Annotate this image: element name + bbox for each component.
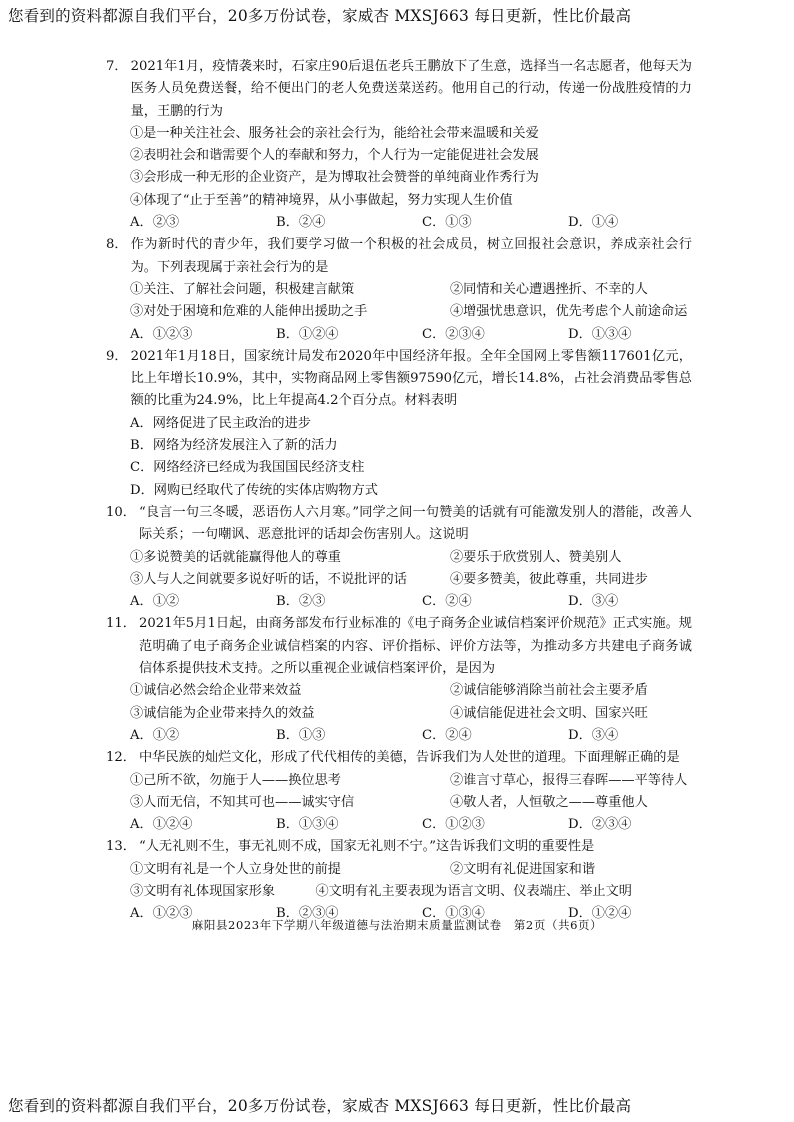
answer-choices: [106, 725, 692, 747]
statement: ③会形成一种无形的企业资产，是为博取社会赞誉的单纯商业作秀行为: [130, 170, 539, 186]
statement: ④文明有礼主要表现为语言文明、仪表端庄、举止文明: [315, 883, 632, 899]
statement-row: [106, 859, 692, 881]
choice-d: D．网购已经取代了传统的实体店购物方式: [130, 482, 378, 498]
choice-b: B．网络为经济发展注入了新的活力: [130, 438, 338, 454]
choice-c: C．①③④: [422, 906, 485, 922]
choice-d: D．①③④: [568, 326, 632, 342]
question-10: [106, 502, 692, 613]
question-8: [106, 234, 692, 345]
statement: ③文明有礼体现国家形象: [130, 883, 276, 899]
question-stem: 2021年1月，疫情袭来时，石家庄90后退伍老兵王鹏放下了生意，选择当一名志愿者，他每天为医务人员免费送餐，给不便出门的老人免费送菜送药。他用自己的行动，传递一份战胜疫情的力量，王鹏的行为: [130, 59, 692, 119]
choice-d: D．①②④: [568, 906, 632, 922]
statement: ②同情和关心遭遇挫折、不幸的人: [450, 281, 648, 297]
question-9: [106, 346, 692, 502]
question-stem: 2021年5月1日起，由商务部发布行业标准的《电子商务企业诚信档案评价规范》正式实施。规范明确了电子商务企业诚信档案的内容、评价指标、评价方法等，为推动多方共建电子商务诚信体系提供技术支持。之所以重视企业诚信档案评价，是因为: [138, 616, 692, 677]
choice-a: A．网络促进了民主政治的进步: [130, 415, 311, 431]
choice-c: C．②③④: [422, 326, 485, 342]
answer-choices: [106, 324, 692, 346]
choice-a: A．①②③: [130, 326, 193, 342]
statement: ②要乐于欣赏别人、赞美别人: [450, 549, 622, 565]
statement: ④敬人者，人恒敬之——尊重他人: [450, 794, 648, 810]
statement-row: [106, 279, 692, 301]
question-number: 11．: [106, 616, 136, 632]
statement: ④诚信能促进社会文明、国家兴旺: [450, 705, 648, 721]
question-13: [106, 836, 692, 925]
statement: ④体现了“止于至善”的精神境界，从小事做起，努力实现人生价值: [130, 192, 513, 208]
question-number: 8．: [106, 237, 128, 253]
choice-d: D．①④: [568, 215, 619, 231]
question-12: [106, 747, 692, 836]
question-number: 7．: [106, 59, 128, 74]
choice-d: D．③④: [568, 594, 619, 610]
statement: ②谁言寸草心，报得三春晖——平等待人: [450, 772, 688, 788]
choice-a: A．①②: [130, 727, 180, 743]
choice-a: A．①②④: [130, 817, 193, 833]
choice-b: B．①③④: [276, 817, 339, 833]
statement: ③人而无信，不知其可也——诚实守信: [130, 794, 355, 810]
choice-a: A．①②: [130, 594, 180, 610]
answer-choices: [106, 212, 692, 234]
question-stem: 2021年1月18日，国家统计局发布2020年中国经济年报。全年全国网上零售额117601亿元，比上年增长10.9%，其中，实物商品网上零售额97590亿元，增长14.8%，占社会消费品零售总额的比重为24.9%，比上年提高4.2个百分点。材料表明: [130, 348, 692, 409]
statement-row: [106, 770, 692, 792]
exam-content: [106, 56, 692, 926]
choice-b: B．①②④: [276, 326, 339, 342]
choice-c: C．②④: [422, 594, 472, 610]
question-number: 10．: [106, 504, 136, 520]
question-stem: “良言一句三冬暖，恶语伤人六月寒。”同学之间一句赞美的话就有可能激发别人的潜能，改善人际关系；一句嘲讽、恶意批评的话却会伤害别人。这说明: [138, 504, 692, 543]
choice-b: B．②③: [276, 594, 326, 610]
statement-row: [106, 881, 692, 903]
question-7: [106, 56, 692, 234]
statement-row: [106, 547, 692, 569]
statement: ①己所不欲，勿施于人——换位思考: [130, 772, 341, 788]
statement: ②诚信能够消除当前社会主要矛盾: [450, 683, 648, 699]
question-number: 9．: [106, 348, 128, 364]
top-banner: 您看到的资料都源自我们平台，20多万份试卷，家威杏 MXSJ663 每日更新，性比价最高: [8, 7, 632, 25]
question-stem: 中华民族的灿烂文化，形成了代代相传的美德，告诉我们为人处世的道理。下面理解正确的是: [138, 750, 680, 766]
statement: ②表明社会和谐需要个人的奉献和努力，个人行为一定能促进社会发展: [130, 148, 539, 164]
answer-choices: [106, 591, 692, 613]
question-number: 13．: [106, 839, 136, 855]
choice-a: A．②③: [130, 215, 180, 231]
choice-a: A．①②③: [130, 906, 193, 922]
choice-c: C．②④: [422, 727, 472, 743]
statement: ①关注、了解社会问题，积极建言献策: [130, 281, 355, 297]
statement: ③对处于困境和危难的人能伸出援助之手: [130, 304, 368, 320]
question-11: [106, 613, 692, 747]
statement: ④要多赞美，彼此尊重，共同进步: [450, 571, 648, 587]
choice-c: C．①②③: [422, 817, 485, 833]
choice-c: C．网络经济已经成为我国国民经济支柱: [130, 460, 365, 476]
statement: ①文明有礼是一个人立身处世的前提: [130, 861, 341, 877]
page-footer: 麻阳县2023年下学期八年级道德与法治期末质量监测试卷 第2页（共6页）: [191, 918, 603, 932]
statement: ④增强忧患意识，优先考虑个人前途命运: [450, 304, 688, 320]
statement-row: [106, 301, 692, 323]
statement-row: [106, 680, 692, 702]
choice-b: B．②④: [276, 215, 326, 231]
statement-row: [106, 703, 692, 725]
choice-d: D．②③④: [568, 817, 632, 833]
statement-row: [106, 792, 692, 814]
statement: ①多说赞美的话就能赢得他人的尊重: [130, 549, 341, 565]
choice-d: D．③④: [568, 727, 619, 743]
answer-choices: [106, 814, 692, 836]
choice-b: B．①③: [276, 727, 326, 743]
question-number: 12．: [106, 750, 136, 766]
statement: ①是一种关注社会、服务社会的亲社会行为，能给社会带来温暖和关爱: [130, 125, 539, 141]
question-stem: 作为新时代的青少年，我们要学习做一个积极的社会成员，树立回报社会意识，养成亲社会行为。下列表现属于亲社会行为的是: [130, 237, 692, 275]
statement-row: [106, 569, 692, 591]
statement: ③人与人之间就要多说好听的话，不说批评的话: [130, 571, 407, 587]
question-stem: “人无礼则不生，事无礼则不成，国家无礼则不宁。”这告诉我们文明的重要性是: [138, 839, 595, 855]
statement: ②文明有礼促进国家和谐: [450, 861, 596, 877]
choice-c: C．①③: [422, 215, 472, 231]
statement: ③诚信能为企业带来持久的效益: [130, 705, 315, 721]
statement: ①诚信必然会给企业带来效益: [130, 683, 302, 699]
choice-b: B．②③④: [276, 906, 339, 922]
bottom-banner: 您看到的资料都源自我们平台，20多万份试卷，家威杏 MXSJ663 每日更新，性比价最高: [8, 1097, 632, 1115]
